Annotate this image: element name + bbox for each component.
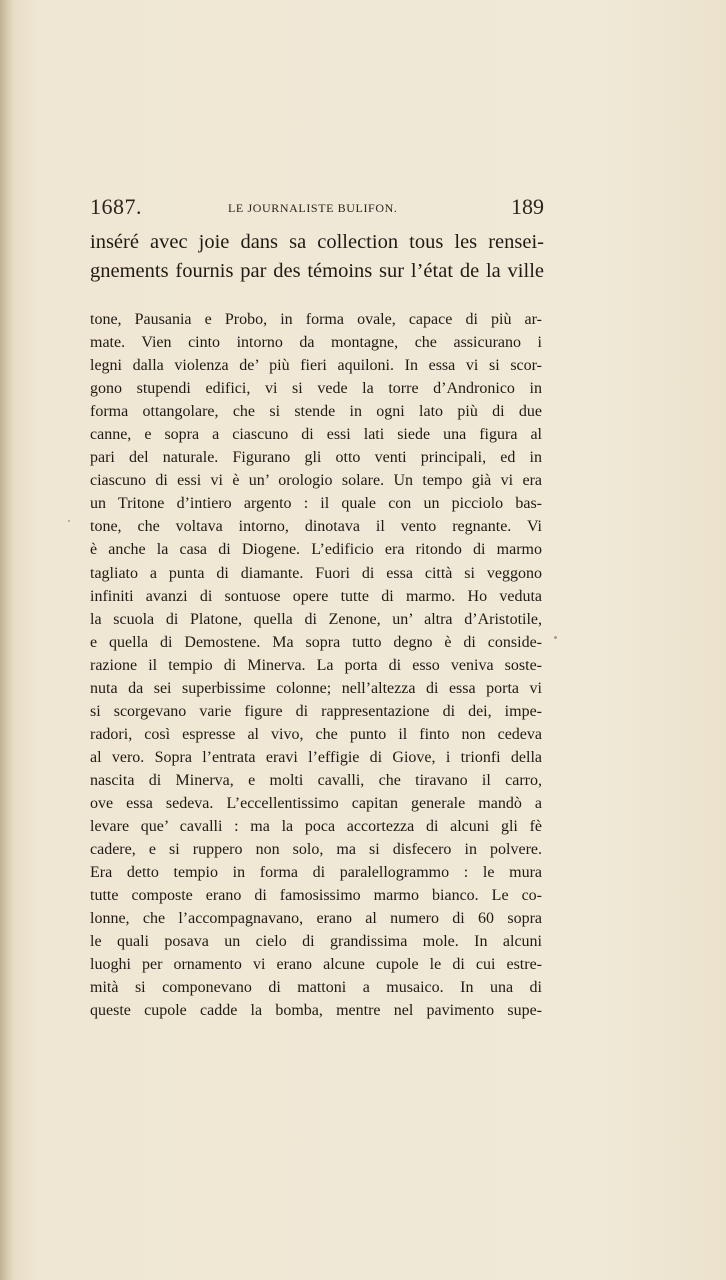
quote-line: legni dalla violenza de’ più fieri aquiloni. In essa vi si scor- (90, 357, 542, 375)
quote-line: lonne, che l’accompagnavano, erano al numero di 60 sopra (90, 910, 542, 928)
quote-line: tutte composte erano di famosissimo marmo bianco. Le co- (90, 887, 542, 905)
quote-line: la scuola di Platone, quella di Zenone, un’ altra d’Aristotile, (90, 610, 542, 628)
quote-line: un Tritone d’intiero argento : il quale con un picciolo bas- (90, 495, 542, 513)
quote-line: mate. Vien cinto intorno da montagne, che assicurano i (90, 334, 542, 352)
quote-line: luoghi per ornamento vi erano alcune cupole le di cui estre- (90, 956, 542, 974)
paper-fleck (68, 520, 70, 522)
quote-line: tagliato a punta di diamante. Fuori di essa città si veggono (90, 564, 542, 582)
quote-line: le quali posava un cielo di grandissima mole. In alcuni (90, 933, 542, 951)
page-gutter-shadow (0, 0, 14, 1280)
quote-line: cadere, e si ruppero non solo, ma si disfecero in polvere. (90, 841, 542, 859)
paper-fleck (554, 636, 557, 639)
quote-line: mità si componevano di mattoni a musaico. In una di (90, 979, 542, 997)
quote-line: canne, e sopra a ciascuno di essi lati siede una figura al (90, 426, 542, 444)
quoted-passage (90, 308, 542, 1022)
quote-line: forma ottangolare, che si stende in ogni lato più di due (90, 403, 542, 421)
intro-paragraph (90, 228, 544, 286)
quote-line: al vero. Sopra l’entrata eravi l’effigie di Giove, i trionfi della (90, 748, 542, 766)
intro-line: gnements fournis par des témoins sur l’état de la ville (90, 260, 544, 282)
quote-line: si scorgevano varie figure di rappresentazione di dei, impe- (90, 702, 542, 720)
quote-line: razione il tempio di Minerva. La porta di esso veniva soste- (90, 656, 542, 674)
quote-line: pari del naturale. Figurano gli otto venti principali, ed in (90, 449, 542, 467)
quote-line: radori, così espresse al vivo, che punto il finto non cedeva (90, 725, 542, 743)
quote-line: Era detto tempio in forma di paralellogrammo : le mura (90, 864, 542, 882)
running-head-title: LE JOURNALISTE BULIFON. (228, 201, 398, 215)
quote-line: levare que’ cavalli : ma la poca accortezza di alcuni gli fè (90, 818, 542, 836)
running-head (90, 194, 544, 224)
quote-line: queste cupole cadde la bomba, mentre nel pavimento supe- (90, 1002, 542, 1020)
running-head-year: 1687. (90, 194, 142, 219)
intro-line: inséré avec joie dans sa collection tous les rensei- (90, 231, 544, 253)
quote-line: infiniti avanzi di sontuose opere tutte di marmo. Ho veduta (90, 587, 542, 605)
quote-line: tone, che voltava intorno, dinotava il vento regnante. Vi (90, 518, 542, 536)
quote-line: ciascuno di essi vi è un’ orologio solare. Un tempo già vi era (90, 472, 542, 490)
quote-line: e quella di Demostene. Ma sopra tutto degno è di conside- (90, 633, 542, 651)
quote-line: è anche la casa di Diogene. L’edificio era ritondo di marmo (90, 541, 542, 559)
page-number: 189 (511, 194, 544, 219)
quote-line: nascita di Minerva, e molti cavalli, che tiravano il carro, (90, 771, 542, 789)
quote-line: nuta da sei superbissime colonne; nell’altezza di essa porta vi (90, 679, 542, 697)
quote-line: tone, Pausania e Probo, in forma ovale, capace di più ar- (90, 311, 542, 328)
quote-line: gono stupendi edifici, vi si vede la torre d’Andronico in (90, 380, 542, 398)
quote-line: ove essa sedeva. L’eccellentissimo capitan generale mandò a (90, 794, 542, 812)
